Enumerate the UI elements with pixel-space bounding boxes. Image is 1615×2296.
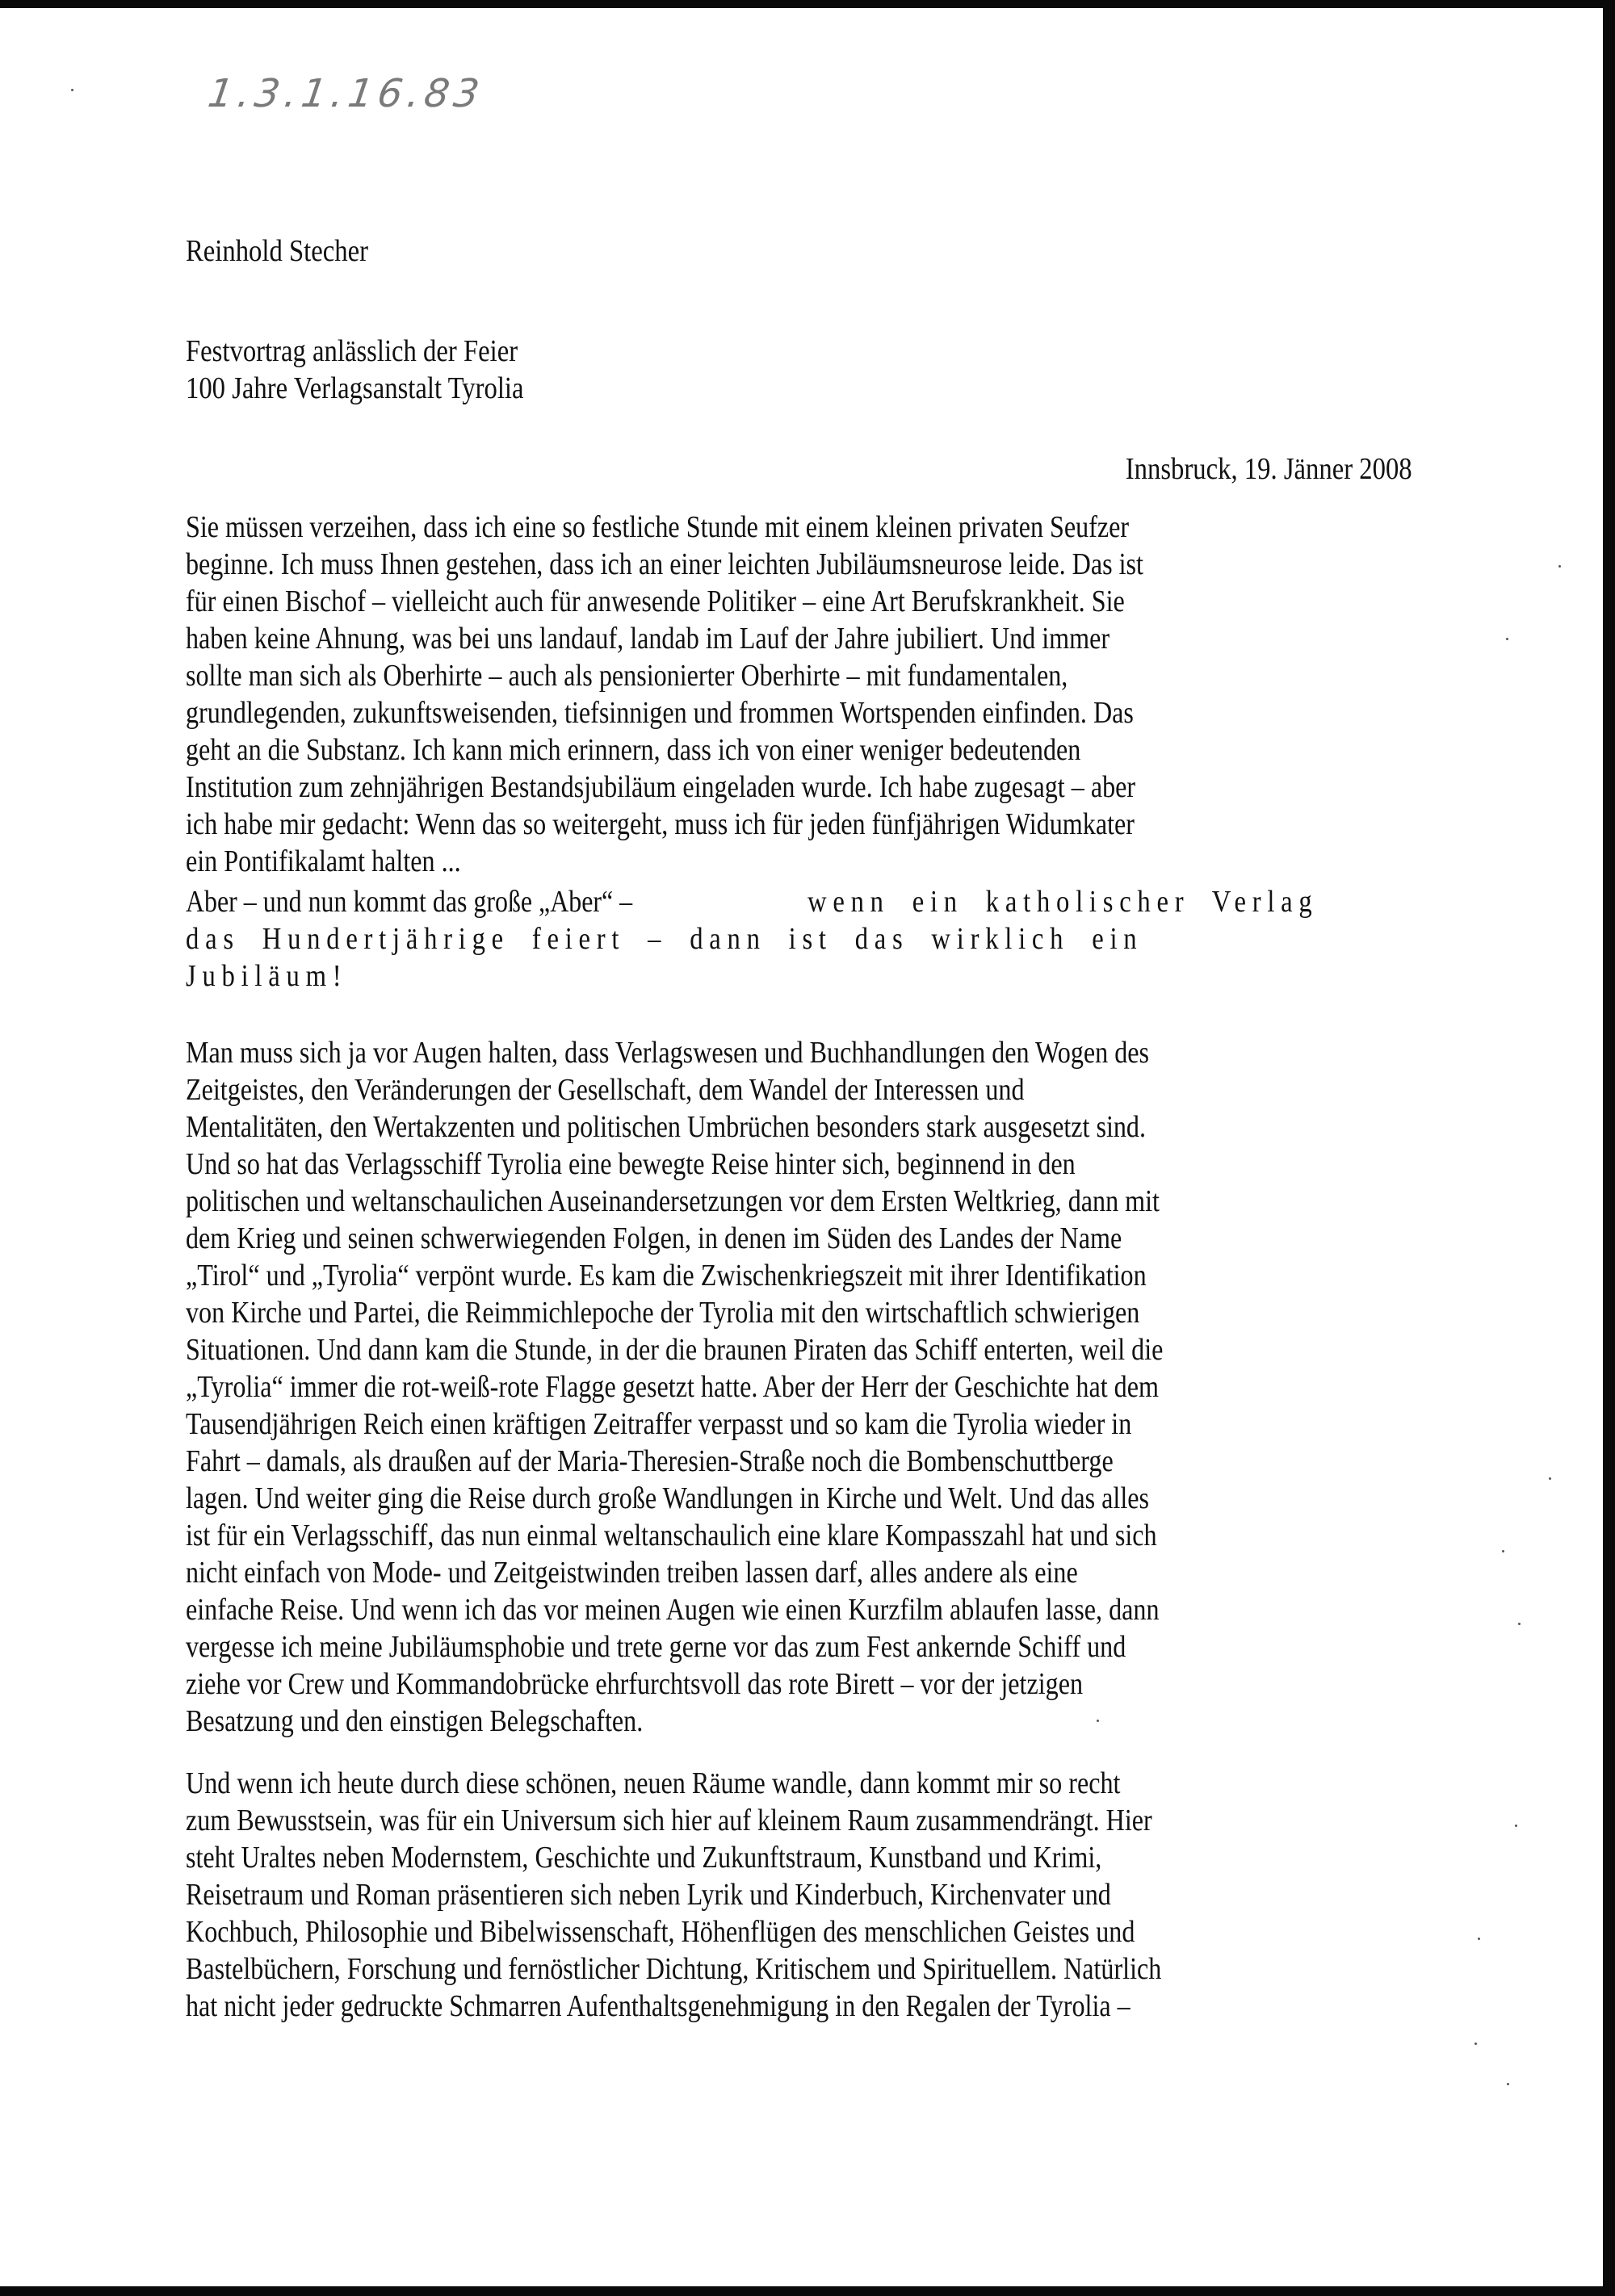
text-line: ein Pontifikalamt halten ... <box>186 844 461 878</box>
text-line: Aber – und nun kommt das große „Aber“ – <box>186 885 633 919</box>
text-line: politischen und weltanschaulichen Auseinandersetzungen vor dem Ersten Weltkrieg, dann mit <box>186 1184 1160 1218</box>
text-line: Sie müssen verzeihen, dass ich eine so festliche Stunde mit einem kleinen privaten Seufzer <box>186 510 1130 544</box>
text-line: Man muss sich ja vor Augen halten, dass Verlagswesen und Buchhandlungen den Wogen des <box>186 1036 1150 1070</box>
text-line: Fahrt – damals, als draußen auf der Maria-Theresien-Straße noch die Bombenschuttberge <box>186 1444 1114 1478</box>
text-line: Kochbuch, Philosophie und Bibelwissenschaft, Höhenflügen des menschlichen Geistes und <box>186 1915 1135 1949</box>
scan-border-top <box>0 0 1615 8</box>
scan-dust <box>1549 1477 1551 1480</box>
text-line: für einen Bischof – vielleicht auch für anwesende Politiker – eine Art Berufskrankheit. Sie <box>186 584 1125 618</box>
text-line: einfache Reise. Und wenn ich das vor meinen Augen wie einen Kurzfilm ablaufen lasse, dann <box>186 1593 1160 1627</box>
text-line: Reisetraum und Roman präsentieren sich neben Lyrik und Kinderbuch, Kirchenvater und <box>186 1878 1111 1912</box>
text-line: Tausendjährigen Reich einen kräftigen Zeitraffer verpasst und so kam die Tyrolia wieder in <box>186 1407 1132 1441</box>
text-line: Bastelbüchern, Forschung und fernöstlicher Dichtung, Kritischem und Spirituellem. Natürlich <box>186 1952 1162 1986</box>
title-line: Festvortrag anlässlich der Feier <box>186 334 518 368</box>
text-line: Und wenn ich heute durch diese schönen, neuen Räume wandle, dann kommt mir so recht <box>186 1766 1121 1800</box>
scan-dust <box>1506 638 1508 640</box>
text-line: Mentalitäten, den Wertakzenten und politischen Umbrüchen besonders stark ausgesetzt sind. <box>186 1110 1147 1144</box>
text-line: lagen. Und weiter ging die Reise durch große Wandlungen in Kirche und Welt. Und das alles <box>186 1481 1150 1515</box>
text-line: sollte man sich als Oberhirte – auch als pensionierter Oberhirte – mit fundamentalen, <box>186 659 1068 693</box>
text-line: Und so hat das Verlagsschiff Tyrolia eine bewegte Reise hinter sich, beginnend in den <box>186 1147 1076 1181</box>
text-line-spaced: wenn ein katholischer Verlag <box>808 885 1319 919</box>
scan-border-bottom <box>0 2286 1615 2296</box>
scan-dust <box>1478 1938 1480 1940</box>
text-line: beginne. Ich muss Ihnen gestehen, dass ich an einer leichten Jubiläumsneurose leide. Das ist <box>186 547 1143 581</box>
text-line: „Tirol“ und „Tyrolia“ verpönt wurde. Es kam die Zwischenkriegszeit mit ihrer Identifikation <box>186 1259 1147 1293</box>
text-line: ich habe mir gedacht: Wenn das so weitergeht, muss ich für jeden fünfjährigen Widumkater <box>186 807 1135 841</box>
text-line: Zeitgeistes, den Veränderungen der Gesellschaft, dem Wandel der Interessen und <box>186 1073 1025 1107</box>
text-line: haben keine Ahnung, was bei uns landauf, landab im Lauf der Jahre jubiliert. Und immer <box>186 622 1110 656</box>
scan-border-right <box>1603 0 1615 2296</box>
text-line: grundlegenden, zukunftsweisenden, tiefsinnigen und frommen Wortspenden einfinden. Das <box>186 696 1134 730</box>
title-line: 100 Jahre Verlagsanstalt Tyrolia <box>186 371 524 405</box>
text-line: Besatzung und den einstigen Belegschaften. <box>186 1704 644 1738</box>
scan-dust <box>1558 565 1561 568</box>
place-date: Innsbruck, 19. Jänner 2008 <box>1126 452 1412 486</box>
text-line: von Kirche und Partei, die Reimmichlepoche der Tyrolia mit den wirtschaftlich schwierigen <box>186 1296 1140 1330</box>
scan-dust <box>1502 1550 1504 1552</box>
scan-dust <box>1507 2083 1509 2085</box>
text-line: nicht einfach von Mode- und Zeitgeistwinden treiben lassen darf, alles andere als eine <box>186 1556 1078 1590</box>
text-line: hat nicht jeder gedruckte Schmarren Aufenthaltsgenehmigung in den Regalen der Tyrolia – <box>186 1989 1130 2023</box>
text-line: vergesse ich meine Jubiläumsphobie und trete gerne vor das zum Fest ankernde Schiff und <box>186 1630 1126 1664</box>
document-page <box>0 8 1603 2286</box>
text-line-spaced: Jubiläum! <box>186 959 348 993</box>
scan-dust <box>1097 1720 1099 1722</box>
author-name: Reinhold Stecher <box>186 234 368 268</box>
scan-dust <box>1515 1825 1517 1827</box>
scan-dust <box>71 89 73 91</box>
scan-dust <box>1518 1623 1521 1625</box>
text-line: geht an die Substanz. Ich kann mich erinnern, dass ich von einer weniger bedeutenden <box>186 733 1081 767</box>
text-line-spaced: das Hundertjährige feiert – dann ist das wirklich ein <box>186 922 1143 956</box>
text-line: ist für ein Verlagsschiff, das nun einmal weltanschaulich eine klare Kompasszahl hat und sich <box>186 1519 1157 1552</box>
text-line: steht Uraltes neben Modernstem, Geschichte und Zukunftstraum, Kunstband und Krimi, <box>186 1841 1102 1875</box>
handwritten-archive-number: 1.3.1.16.83 <box>205 71 487 116</box>
text-line: ziehe vor Crew und Kommandobrücke ehrfurchtsvoll das rote Birett – vor der jetzigen <box>186 1667 1084 1701</box>
text-line: dem Krieg und seinen schwerwiegenden Folgen, in denen im Süden des Landes der Name <box>186 1221 1122 1255</box>
scan-dust <box>1474 2043 1477 2045</box>
text-line: zum Bewusstsein, was für ein Universum sich hier auf kleinem Raum zusammendrängt. Hier <box>186 1804 1152 1837</box>
text-line: „Tyrolia“ immer die rot-weiß-rote Flagge gesetzt hatte. Aber der Herr der Geschichte hat dem <box>186 1370 1159 1404</box>
text-line: Institution zum zehnjährigen Bestandsjubiläum eingeladen wurde. Ich habe zugesagt – aber <box>186 770 1136 804</box>
text-line: Situationen. Und dann kam die Stunde, in der die braunen Piraten das Schiff enterten, weil die <box>186 1333 1164 1367</box>
